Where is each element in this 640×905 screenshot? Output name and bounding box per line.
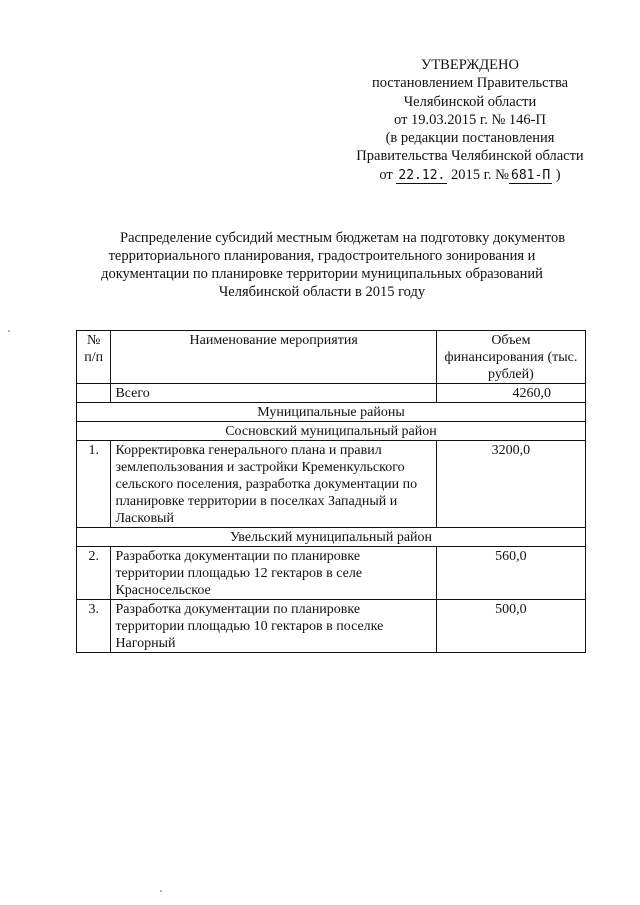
document-title bbox=[92, 229, 566, 301]
table-row bbox=[77, 441, 586, 528]
section-municipal-districts: Муниципальные районы bbox=[77, 403, 586, 422]
header-num: № п/п bbox=[77, 331, 111, 384]
table-row bbox=[77, 547, 586, 600]
total-amount: 4260,0 bbox=[436, 384, 585, 403]
row-amount: 560,0 bbox=[436, 547, 585, 600]
approval-line: постановлением Правительства bbox=[371, 75, 569, 92]
row-amount: 500,0 bbox=[436, 600, 585, 653]
header-amount: Объем финансирования (тыс. рублей) bbox=[436, 331, 585, 384]
title-line: документации по планировке территории муниципальных образований bbox=[101, 266, 543, 282]
scan-speck bbox=[160, 890, 162, 892]
title-line: территориального планирования, градостроительного зонирования и bbox=[108, 248, 536, 264]
row-name: Разработка документации по планировке территории площадью 10 гектаров в поселке Нагорный bbox=[111, 600, 436, 653]
approval-heading: УТВЕРЖДЕНО bbox=[421, 57, 519, 73]
total-label: Всего bbox=[111, 384, 436, 403]
table-header-row bbox=[77, 331, 586, 384]
row-name: Корректировка генерального плана и правил землепользования и застройки Кременкульского сельского поселения, разработка документации по планировке территории в поселках Западный и Ласковый bbox=[111, 441, 436, 528]
section-row bbox=[77, 422, 586, 441]
total-row bbox=[77, 384, 586, 403]
approval-line: (в редакции постановления bbox=[385, 130, 555, 147]
section-sosnovsky: Сосновский муниципальный район bbox=[77, 422, 586, 441]
date-suffix: ) bbox=[555, 166, 561, 183]
section-row bbox=[77, 403, 586, 422]
approval-line: Правительства Челябинской области bbox=[356, 148, 584, 165]
scan-speck bbox=[8, 330, 10, 332]
approval-line: Челябинской области bbox=[403, 93, 537, 110]
amendment-number: 681-П bbox=[511, 167, 551, 183]
row-num: 3. bbox=[77, 600, 111, 653]
table-row bbox=[77, 600, 586, 653]
title-line: Челябинской области в 2015 году bbox=[218, 284, 426, 300]
header-name: Наименование мероприятия bbox=[111, 331, 436, 384]
row-num: 2. bbox=[77, 547, 111, 600]
row-amount: 3200,0 bbox=[436, 441, 585, 528]
date-year: 2015 г. № bbox=[450, 166, 510, 183]
approval-line: от 19.03.2015 г. № 146-П bbox=[394, 111, 546, 128]
row-num: 1. bbox=[77, 441, 111, 528]
amendment-date: 22.12. bbox=[398, 167, 446, 183]
date-prefix: от bbox=[379, 166, 393, 183]
section-uvelsky: Увельский муниципальный район bbox=[77, 528, 586, 547]
funding-table bbox=[76, 330, 586, 653]
approval-block bbox=[340, 56, 600, 185]
section-row bbox=[77, 528, 586, 547]
total-num-cell bbox=[77, 384, 111, 403]
row-name: Разработка документации по планировке территории площадью 12 гектаров в селе Красносельское bbox=[111, 547, 436, 600]
title-line: Распределение субсидий местным бюджетам на подготовку документов bbox=[120, 230, 566, 246]
amendment-date-line bbox=[340, 166, 600, 185]
